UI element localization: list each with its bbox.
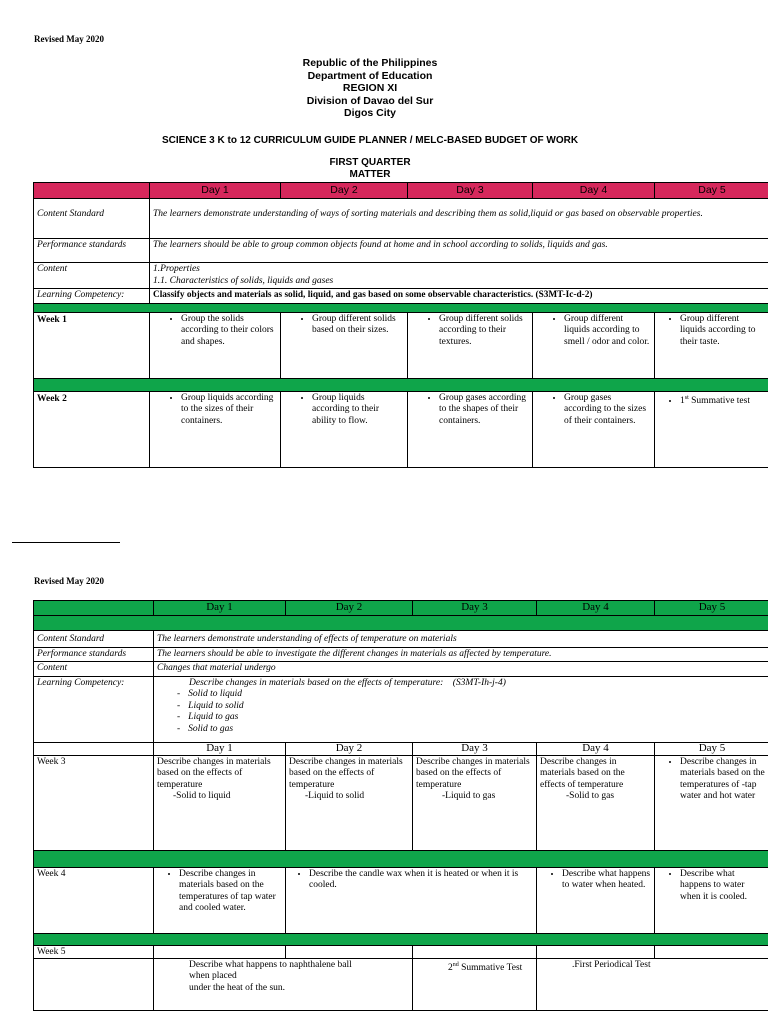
budget-table-q1-part2	[33, 600, 768, 1011]
list-item: • Group liquids according to their ability to flow.	[312, 393, 404, 428]
competency-row	[34, 676, 768, 742]
content-line-2: 1.1. Characteristics of solids, liquids and gases	[153, 275, 334, 286]
content-standard-label: Content Standard	[34, 631, 154, 648]
green-separator	[34, 378, 768, 391]
day-header-row	[34, 183, 768, 199]
page-divider	[12, 542, 120, 543]
performance-label: Performance standards	[34, 647, 154, 662]
list-item: • Group liquids according to the sizes of their containers.	[181, 393, 277, 428]
day-2-header: Day 2	[286, 601, 413, 616]
week-2-day-5	[655, 391, 768, 467]
content-text: Changes that material undergo	[154, 662, 768, 677]
list-item: • Group gases according to the sizes of their containers.	[564, 393, 651, 428]
revised-date: Revised May 2020	[34, 34, 104, 44]
week-4-day-5	[655, 867, 768, 933]
week-4-row	[34, 867, 768, 933]
topic-title: MATTER	[349, 169, 391, 180]
quarter-title: FIRST QUARTER	[329, 157, 411, 168]
list-item: • Group gases according to the shapes of their containers.	[439, 393, 529, 428]
list-item: • Describe what happens to water when it is cooled.	[680, 869, 766, 904]
week-5-label: Week 5	[34, 945, 154, 958]
day-header-row-green	[34, 601, 768, 616]
list-item: • Group the solids according to their colors and shapes.	[181, 314, 277, 349]
competency-list	[157, 689, 766, 735]
content-label: Content	[34, 662, 154, 677]
day-3-header: Day 3	[413, 742, 537, 755]
week-1-day-1	[150, 312, 281, 378]
day-3-header: Day 3	[413, 601, 537, 616]
content-standard-text: The learners demonstrate understanding of effects of temperature on materials	[154, 631, 768, 648]
week-4-day-1	[154, 867, 286, 933]
list-item: • Group different solids based on their sizes.	[312, 314, 404, 337]
list-item: • Group different solids according to their textures.	[439, 314, 529, 349]
list-item: • 1st Summative test	[680, 393, 766, 408]
performance-text: The learners should be able to group common objects found at home and in school according to solids, liquids and gas.	[150, 239, 768, 263]
performance-label: Performance standards	[34, 239, 150, 263]
competency-label: Learning Competency:	[34, 289, 150, 304]
green-separator	[34, 303, 768, 312]
performance-row	[34, 647, 768, 662]
week-1-day-5	[655, 312, 768, 378]
list-item: • Group different liquids according to their taste.	[680, 314, 766, 349]
week-5-day-4-5: .First Periodical Test	[537, 958, 768, 1010]
day-5-header: Day 5	[655, 183, 768, 199]
list-item: - Solid to liquid	[191, 689, 766, 701]
list-item: - Liquid to solid	[191, 701, 766, 713]
week-1-day-2	[281, 312, 408, 378]
week-4-day-2-3	[286, 867, 537, 933]
header-line-deped: Department of Education	[307, 69, 433, 82]
competency-text: Classify objects and materials as solid, liquid, and gas based on some observable characteristics. (S3MT-Ic-d-2)	[150, 289, 768, 304]
header-line-city: Digos City	[344, 107, 396, 119]
week-3-day-2: Describe changes in materials based on the effects of temperature -Liquid to solid	[286, 755, 413, 850]
week-3-row	[34, 755, 768, 850]
content-standard-row	[34, 631, 768, 648]
week-2-day-1	[150, 391, 281, 467]
header-line-republic: Republic of the Philippines	[302, 57, 438, 69]
day-5-header: Day 5	[655, 742, 768, 755]
content-line-1: 1.Properties	[153, 264, 200, 274]
content-text	[150, 263, 768, 289]
performance-text: The learners should be able to investigate the different changes in materials as affected by temperature.	[154, 647, 768, 662]
week-3-day-3: Describe changes in materials based on the effects of temperature -Liquid to gas	[413, 755, 537, 850]
week-5-day-3: 2nd Summative Test	[413, 958, 537, 1010]
week-2-day-2	[281, 391, 408, 467]
list-item: - Liquid to gas	[191, 712, 766, 724]
week-2-label: Week 2	[34, 391, 150, 467]
revised-date-page-2: Revised May 2020	[34, 576, 104, 586]
document-header	[0, 57, 740, 120]
week-5-label-row	[34, 945, 768, 958]
week-3-day-5	[655, 755, 768, 850]
week-2-day-4	[533, 391, 655, 467]
content-standard-row	[34, 199, 768, 239]
budget-table-q1-part1	[33, 182, 768, 468]
list-item: • Describe changes in materials based on the temperatures of tap water and cooled water.	[179, 869, 282, 915]
content-label: Content	[34, 263, 150, 289]
week-5-row	[34, 958, 768, 1010]
content-row	[34, 662, 768, 677]
day-1-header: Day 1	[154, 601, 286, 616]
green-separator	[34, 933, 768, 945]
competency-line: Describe changes in materials based on the effects of temperature: (S3MT-Ih-j-4)	[189, 677, 506, 688]
green-separator	[34, 616, 768, 631]
day-4-header: Day 4	[533, 183, 655, 199]
week-3-day-4: Describe changes in materials based on the effects of temperature -Solid to gas	[537, 755, 655, 850]
day-4-header: Day 4	[537, 601, 655, 616]
performance-row	[34, 239, 768, 263]
day-3-header: Day 3	[408, 183, 533, 199]
list-item: • Describe what happens to water when heated.	[562, 869, 651, 892]
day-5-header: Day 5	[655, 601, 768, 616]
week-2-day-3	[408, 391, 533, 467]
green-separator	[34, 850, 768, 867]
day-1-header: Day 1	[154, 742, 286, 755]
content-row	[34, 263, 768, 289]
list-item: • Describe changes in materials based on the temperatures of -tap water and hot water	[680, 757, 766, 803]
day-1-header: Day 1	[150, 183, 281, 199]
week-3-day-1: Describe changes in materials based on the effects of temperature -Solid to liquid	[154, 755, 286, 850]
week-4-day-4	[537, 867, 655, 933]
week-5-day-1-2: Describe what happens to naphthalene ball when placed under the heat of the sun.	[154, 958, 413, 1010]
week-3-label: Week 3	[34, 755, 154, 850]
week-4-label: Week 4	[34, 867, 154, 933]
day-4-header: Day 4	[537, 742, 655, 755]
list-item: - Solid to gas	[191, 724, 766, 736]
header-line-division: Division of Davao del Sur	[306, 94, 434, 107]
list-item: • Describe the candle wax when it is heated or when it is cooled.	[309, 869, 533, 892]
guide-title: SCIENCE 3 K to 12 CURRICULUM GUIDE PLANNER / MELC-BASED BUDGET OF WORK	[161, 135, 579, 146]
quarter-block	[0, 157, 740, 181]
week-2-row	[34, 391, 768, 467]
competency-text	[154, 676, 768, 742]
week-1-day-4	[533, 312, 655, 378]
competency-row	[34, 289, 768, 304]
list-item: • Group different liquids according to smell / odor and color.	[564, 314, 651, 349]
content-standard-text: The learners demonstrate understanding of ways of sorting materials and describing them as solid,liquid or gas based on observable properties.	[150, 199, 768, 239]
day-2-header: Day 2	[281, 183, 408, 199]
day-header-row-plain	[34, 742, 768, 755]
content-standard-label: Content Standard	[34, 199, 150, 239]
header-line-region: REGION XI	[342, 82, 398, 94]
competency-label: Learning Competency:	[34, 676, 154, 742]
week-1-day-3	[408, 312, 533, 378]
week-1-row	[34, 312, 768, 378]
day-2-header: Day 2	[286, 742, 413, 755]
week-1-label: Week 1	[34, 312, 150, 378]
